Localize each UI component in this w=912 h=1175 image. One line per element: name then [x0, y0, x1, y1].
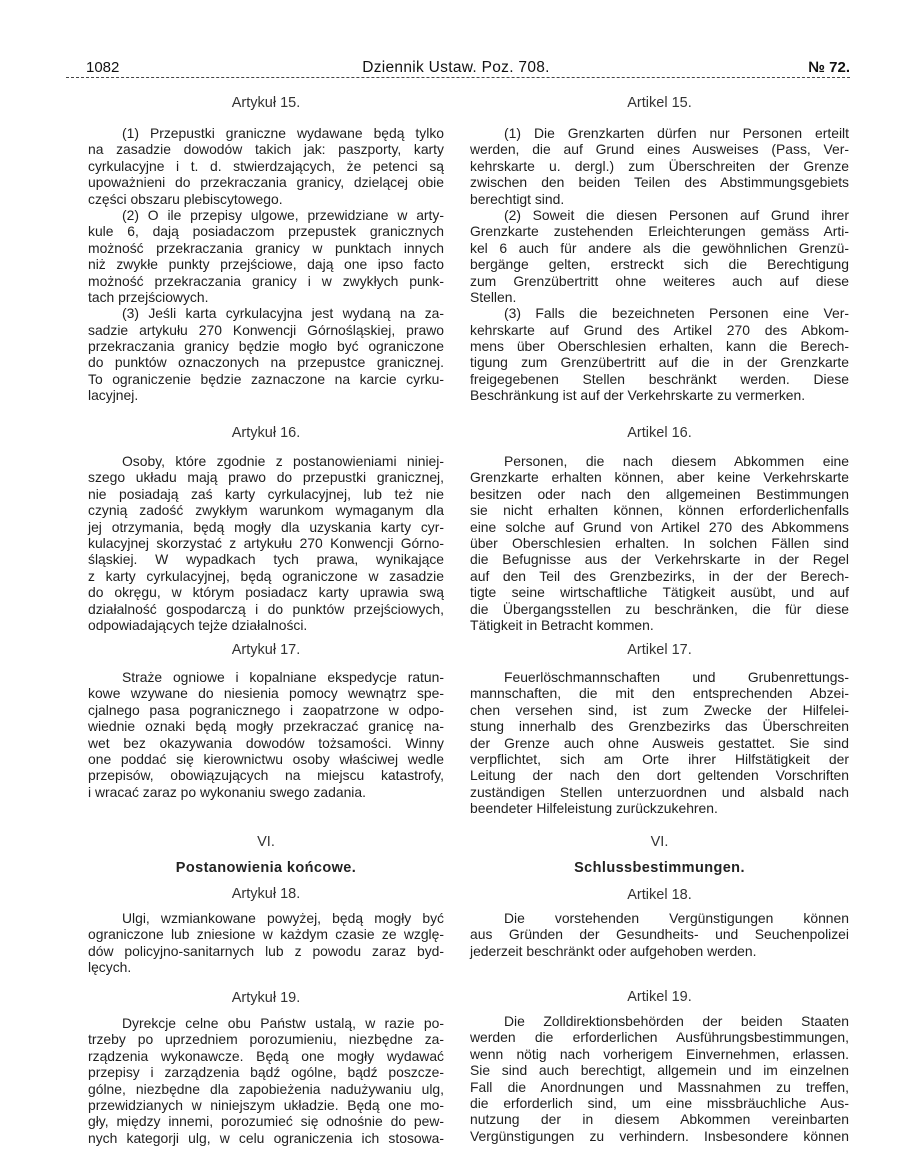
text-line: możność przekraczania granicy w punktach innych — [88, 239, 444, 256]
paragraph — [470, 125, 849, 207]
text-line: przepisów, obowiązujących na miejscu katastrofy, — [88, 767, 444, 784]
text-line: Vergünstigungen zu verhindern. Insbesondere können — [470, 1127, 849, 1144]
text-line: zwischen den beiden Teilen des Abstimmungsgebiets — [470, 174, 849, 191]
article-heading: Artykuł 19. — [231, 990, 301, 1006]
text-line: tigte seine wirtschaftliche Tätigkeit ausübt, und auf — [470, 584, 849, 601]
text-line: Die vorstehenden Vergünstigungen können — [504, 910, 849, 926]
text-line: Tätigkeit in Betracht kommen. — [470, 616, 654, 633]
paragraph — [470, 1013, 849, 1144]
text-line: zum Grenzübertritt ohne weiteres auch auf diese — [470, 272, 849, 289]
article-heading: Artykuł 17. — [231, 642, 301, 658]
text-line: Straże ogniowe i kopalniane ekspedycje ratun- — [122, 669, 444, 685]
text-line: gólne, niezbędne dla zapobieżenia nadużywaniu ulg, — [88, 1080, 444, 1097]
paragraph — [470, 453, 849, 633]
paragraph — [88, 125, 444, 207]
article-text — [88, 669, 444, 800]
text-line: części obszaru plebiscytowego. — [88, 190, 283, 207]
text-line: Dyrekcje celne obu Państw ustalą, w razie po- — [122, 1015, 444, 1031]
text-line: możność przekraczania granicy i w zwykłych punk- — [88, 272, 444, 289]
paragraph — [88, 669, 444, 800]
text-line: wenn nötig nach vorherigem Einvernehmen, erlassen. — [470, 1045, 849, 1062]
issue-number: № 72. — [808, 59, 850, 76]
text-line: eine solche auf Grund von Artikel 270 des Abkommens — [470, 518, 849, 535]
text-line: szego układu mają prawo do przepustki granicznej, — [88, 469, 444, 486]
text-line: die erforderlich sind, um eine missbräuchliche Aus- — [470, 1094, 849, 1111]
text-line: (1) Die Grenzkarten dürfen nur Personen erteilt — [504, 125, 849, 141]
text-line: tigung zum Grenzübertritt auf die in der Grenzkarte — [470, 354, 849, 371]
text-line: czynią zadość zwykłym warunkom wymaganym dla — [88, 502, 444, 519]
text-line: upoważnieni do przekraczania granicy, dzielącej obie — [88, 174, 444, 191]
polish-column — [88, 0, 444, 1175]
text-line: śląskiej. W wypadkach tych prawa, wynikające — [88, 551, 444, 568]
text-line: besitzen oder nach den allgemeinen Bestimmungen — [470, 485, 849, 502]
text-line: Stellen. — [470, 288, 517, 305]
text-line: z karty cyrkulacyjnej, będą ograniczone w zasadzie — [88, 567, 444, 584]
text-line: wet bez okazywania dowodów tożsamości. Winny — [88, 734, 444, 751]
article-text — [470, 453, 849, 633]
text-line: nutzung der in diesem Abkommen vereinbarten — [470, 1111, 849, 1128]
text-line: Feuerlöschmannschaften und Grubenrettungs- — [504, 669, 849, 685]
text-line: wiednie oznaki będą mogły przekraczać granicę na- — [88, 718, 444, 735]
text-line: werden die erforderlichen Ausführungsbestimmungen, — [470, 1029, 849, 1046]
text-line: aus Gründen der Gesundheits- und Seuchenpolizei — [470, 926, 849, 943]
article-heading: VI. — [650, 834, 669, 850]
text-line: sie nicht erhalten können, können erforderlichenfalls — [470, 502, 849, 519]
paragraph — [88, 305, 444, 403]
paragraph — [470, 305, 849, 403]
text-line: kule 6, dają posiadaczom przepustek granicznych — [88, 223, 444, 240]
article-text — [470, 669, 849, 817]
text-line: kehrskarte auf Grund des Artikel 270 des Abkom- — [470, 321, 849, 338]
text-line: stung innerhalb des Grenzbezirks das Überschreiten — [470, 718, 849, 735]
text-line: dów policyjno-sanitarnych lub z powodu zaraz byd- — [88, 942, 444, 959]
text-line: nych kategorji ulg, w celu ograniczenia ich stosowa- — [88, 1129, 444, 1146]
paragraph — [88, 207, 444, 305]
text-line: do punktów oznaczonych na przepustce granicznej. — [88, 354, 444, 371]
text-line: przekraczania granicy będzie mogło być ograniczone — [88, 338, 444, 355]
text-line: Personen, die nach diesem Abkommen eine — [504, 453, 849, 469]
text-line: lacyjnej. — [88, 387, 139, 404]
text-line: Fall die Anordnungen und Massnahmen zu treffen, — [470, 1078, 849, 1095]
text-line: one poddać się kierownictwu osoby właściwej wedle — [88, 750, 444, 767]
text-line: Die Zolldirektionsbehörden der beiden Staaten — [504, 1013, 849, 1029]
text-line: jej otrzymania, będą mogły dla uzyskania karty cyr- — [88, 518, 444, 535]
paragraph — [470, 910, 849, 959]
article-heading: Artikel 18. — [627, 887, 692, 903]
text-line: działalność gospodarczą i do punktów przejściowych, — [88, 600, 444, 617]
article-heading: Artykuł 16. — [231, 425, 301, 441]
paragraph — [88, 1015, 444, 1146]
text-line: sadzie artykułu 270 Konwencji Górnośląskiej, prawo — [88, 321, 444, 338]
text-line: werden, die auf Grund eines Ausweises (Pass, Ver- — [470, 141, 849, 158]
text-line: i wracać zaraz po wykonaniu swego zadania. — [88, 783, 366, 800]
text-line: kowe wzywane do niesienia pomocy wewnątrz spe- — [88, 685, 444, 702]
article-text — [88, 453, 444, 633]
text-line: trzeby po uprzedniem porozumieniu, niezbędne za- — [88, 1031, 444, 1048]
text-line: Leitung der nach den dort geltenden Vorschriften — [470, 767, 849, 784]
text-line: über Oberschlesien erhalten. In solchen Fällen sind — [470, 534, 849, 551]
article-text — [88, 910, 444, 976]
text-line: (1) Przepustki graniczne wydawane będą tylko — [122, 125, 444, 141]
text-line: To ograniczenie będzie zaznaczone na karcie cyrku- — [88, 370, 444, 387]
text-line: (3) Jeśli karta cyrkulacyjna jest wydaną na za- — [122, 305, 444, 322]
text-line: kel 6 auch für andere als die gewöhnlichen Grenzü- — [470, 239, 849, 256]
article-heading: Artykuł 15. — [231, 95, 301, 111]
text-line: jederzeit beschränkt oder aufgehoben werden. — [470, 942, 757, 959]
journal-title: Dziennik Ustaw. Poz. 708. — [362, 59, 550, 76]
article-heading: VI. — [257, 834, 275, 850]
text-line: niż zwykłe punkty przejściowe, dają one ipso facto — [88, 256, 444, 273]
text-line: Grenzkarte erhalten können, aber keine Verkehrskarte — [470, 469, 849, 486]
paragraph — [88, 453, 444, 633]
paragraph — [470, 207, 849, 305]
text-line: zuständigen Stellen unterzuordnen und alsbald nach — [470, 783, 849, 800]
article-text — [470, 910, 849, 959]
article-heading: Artikel 15. — [627, 95, 692, 111]
german-column — [470, 0, 849, 1175]
text-line: tach przejściowych. — [88, 288, 209, 305]
text-line: na zasadzie dowodów takich jak: paszporty, karty — [88, 141, 444, 158]
text-line: przewidzianych w niniejszym układzie. Będą one mo- — [88, 1096, 444, 1113]
text-line: przepisy i zarządzenia bądź ogólne, bądź poszcze- — [88, 1064, 444, 1081]
paragraph — [470, 669, 849, 817]
text-line: verpflichtet, sich am Orte ihrer Hilfstätigkeit der — [470, 750, 849, 767]
article-text — [470, 1013, 849, 1144]
text-line: (3) Falls die bezeichneten Personen eine Ver- — [504, 305, 849, 322]
text-line: kulacyjnej skorzystać z artykułu 270 Konwencji Górno- — [88, 534, 444, 551]
section-title: Postanowienia końcowe. — [175, 860, 357, 876]
text-line: auf den Teil des Grenzbezirks, in der der Berech- — [470, 567, 849, 584]
text-line: freigegebenen Stellen beschränkt werden. Diese — [470, 370, 849, 387]
text-line: odpowiadających tejże działalności. — [88, 616, 308, 633]
text-line: lęcych. — [88, 959, 132, 976]
article-text — [88, 1015, 444, 1146]
text-line: Ulgi, wzmiankowane powyżej, będą mogły być — [122, 910, 444, 926]
article-heading: Artikel 19. — [627, 989, 692, 1005]
text-line: der Grenze auch ohne Ausweis gestattet. Sie sind — [470, 734, 849, 751]
article-heading: Artykuł 18. — [231, 886, 301, 902]
text-line: nie posiadają zaś karty cyrkulacyjnej, lub też nie — [88, 485, 444, 502]
text-line: die Befugnisse aus der Verkehrskarte in der Regel — [470, 551, 849, 568]
text-line: mens über Oberschlesien erhalten, kann die Berech- — [470, 338, 849, 355]
article-heading: Artikel 16. — [627, 425, 692, 441]
text-line: (2) Soweit die diesen Personen auf Grund ihrer — [504, 206, 849, 223]
page-number: 1082 — [86, 59, 120, 76]
text-line: gły, między innemi, porozumieć się odnośnie do pew- — [88, 1113, 444, 1130]
text-line: Beschränkung ist auf der Verkehrskarte zu vermerken. — [470, 387, 806, 404]
text-line: cyrkulacyjne i t. d. stwierdzających, że petenci są — [88, 157, 444, 174]
text-line: rządzenia wykonawcze. Będą one mogły wydawać — [88, 1047, 444, 1064]
paragraph — [88, 910, 444, 976]
text-line: mannschaften, die mit den entsprechenden Abzei- — [470, 685, 849, 702]
text-line: cjalnego pasa pogranicznego i zaopatrzone w odpo- — [88, 701, 444, 718]
text-line: Grenzkarte zustehenden Erleichterungen gemäss Arti- — [470, 223, 849, 240]
text-line: (2) O ile przepisy ulgowe, przewidziane w arty- — [122, 206, 444, 223]
text-line: ograniczone lub zniesione w każdym czasie ze wzglę- — [88, 926, 444, 943]
section-title: Schlussbestimmungen. — [574, 860, 745, 876]
article-text — [88, 125, 444, 404]
text-line: kehrskarte u. dergl.) zum Überschreiten der Grenze — [470, 157, 849, 174]
text-line: berechtigt sind. — [470, 190, 565, 207]
article-heading: Artikel 17. — [627, 642, 692, 658]
text-line: die Übergangsstellen zu beschränken, die für diese — [470, 600, 849, 617]
text-line: bergänge gelten, erstreckt sich die Berechtigung — [470, 256, 849, 273]
text-line: chen versehen sind, ist zum Zwecke der Hilfelei- — [470, 701, 849, 718]
text-line: Osoby, które zgodnie z postanowieniami niniej- — [122, 453, 444, 469]
article-text — [470, 125, 849, 404]
text-line: Sie sind auch berechtigt, allgemein und im einzelnen — [470, 1062, 849, 1079]
text-line: beendeter Hilfeleistung zurückzukehren. — [470, 800, 718, 817]
text-line: do okręgu, w którym posiadacz karty uprawia swą — [88, 584, 444, 601]
